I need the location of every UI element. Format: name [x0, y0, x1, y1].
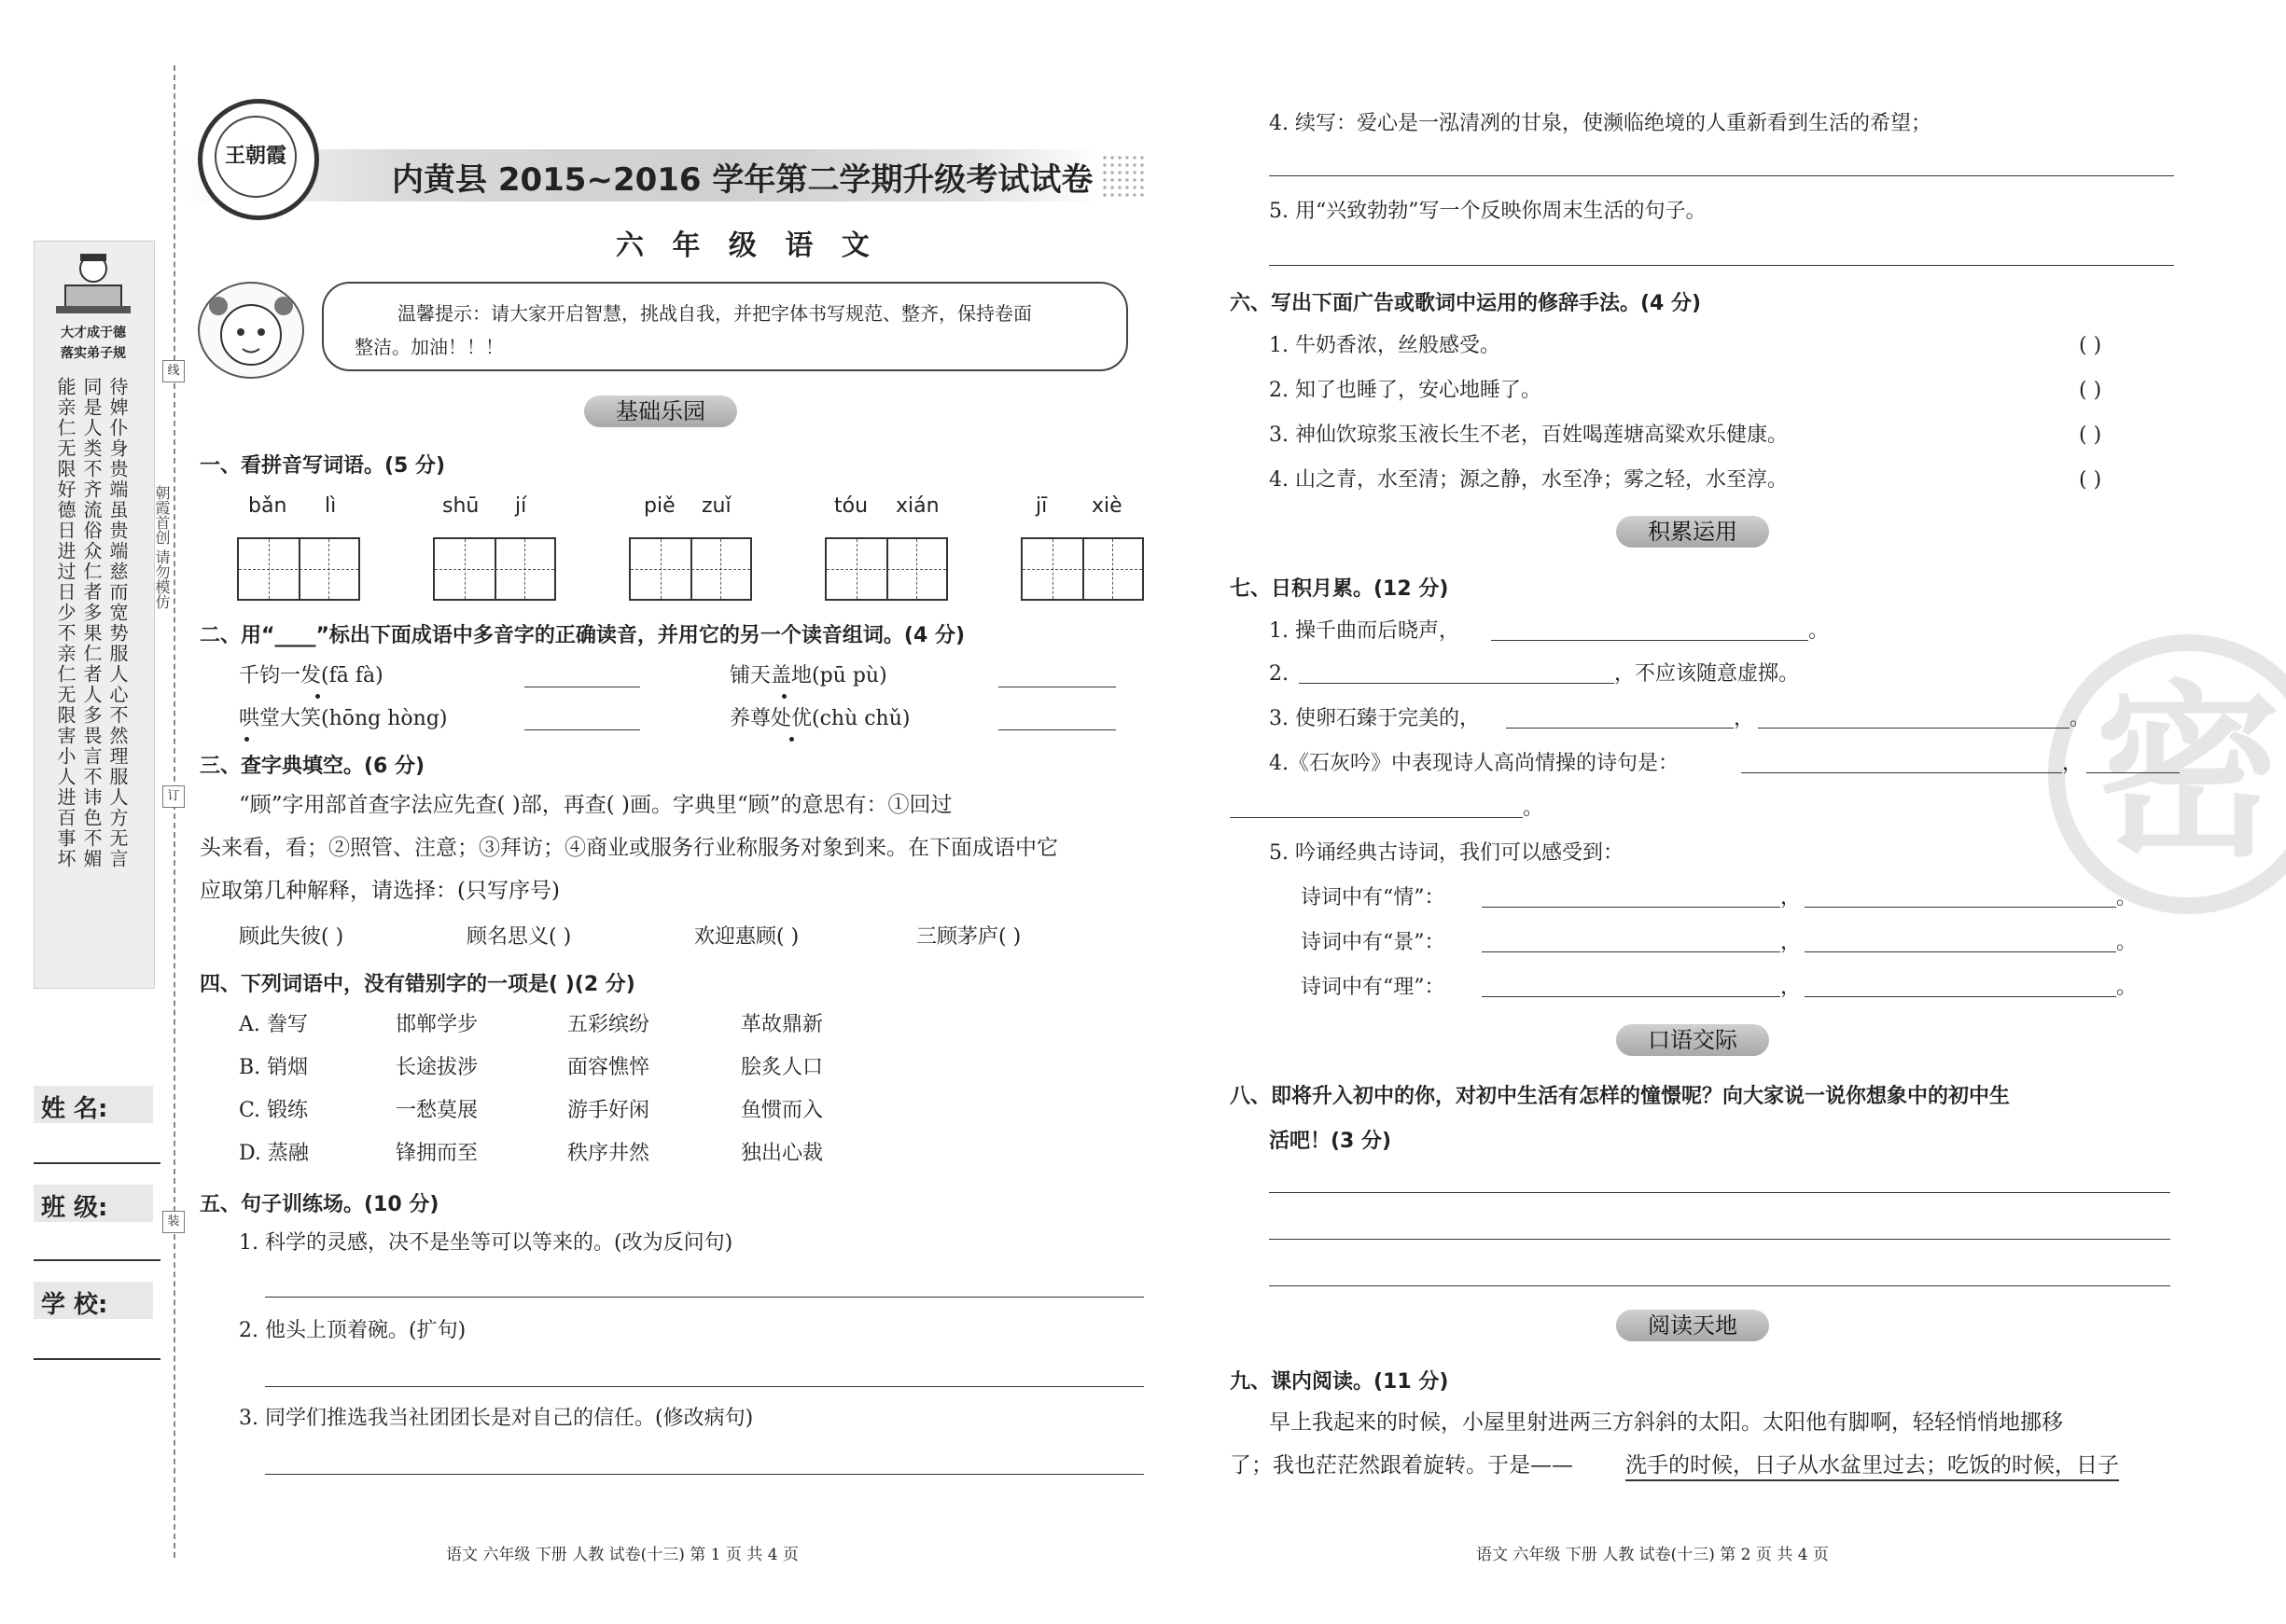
- q2-dot-2: [782, 694, 787, 699]
- q7-sub-1: 诗词中有“情”：: [1301, 886, 1445, 909]
- school-label: 学 校:: [41, 1291, 108, 1319]
- school-field[interactable]: [34, 1358, 160, 1360]
- pinyin-4b: xián: [896, 494, 940, 518]
- name-label: 姓 名:: [41, 1095, 108, 1123]
- q4-b-2: 长途拔涉: [396, 1056, 479, 1079]
- tianzige-box-5[interactable]: [1021, 537, 1144, 601]
- tip-line-2: 整洁。加油！！！: [355, 336, 504, 358]
- footer-page-2: 语文 六年级 下册 人教 试卷(十三) 第 2 页 共 4 页: [1476, 1546, 1829, 1564]
- q6-paren-2[interactable]: ( ): [2079, 379, 2102, 402]
- q5-answer-4[interactable]: [1269, 175, 2174, 176]
- exam-title: 内黄县 2015~2016 学年第二学期升级考试试卷: [392, 161, 1094, 199]
- q7-sub-3-period: 。: [2116, 976, 2138, 999]
- q2-title: 二、用“____”标出下面成语中多音字的正确读音，并用它的另一个读音组词。(4 分): [200, 624, 965, 647]
- q4-c-4: 鱼惯而入: [741, 1099, 824, 1122]
- q4-a-1: A. 誊写: [239, 1013, 308, 1036]
- q7-answer-5a2[interactable]: [1805, 907, 2116, 908]
- binding-mark-2: 订: [162, 785, 185, 808]
- q9-line-2b: 洗手的时候，日子从水盆里过去；吃饭的时候，日子: [1625, 1451, 2119, 1481]
- pinyin-3a: piě: [644, 494, 676, 518]
- q7-answer-3b[interactable]: [1758, 728, 2070, 729]
- q2-answer-3[interactable]: [524, 729, 640, 730]
- q3-line-2: 头来看，看；②照管、注意；③拜访；④商业或服务行业称服务对象到来。在下面成语中它: [200, 836, 1058, 860]
- q6-item-1: 1. 牛奶香浓，丝般感受。: [1269, 334, 1500, 357]
- footer-page-1: 语文 六年级 下册 人教 试卷(十三) 第 1 页 共 4 页: [446, 1546, 799, 1564]
- section-basic: 基础乐园: [584, 396, 737, 427]
- q7-answer-2[interactable]: [1299, 683, 1614, 684]
- q7-sub-2-period: 。: [2116, 931, 2138, 954]
- q7-answer-4c[interactable]: [1230, 817, 1523, 818]
- q2-dot-3: [244, 737, 249, 742]
- q9-line-1: 早上我起来的时候，小屋里射进两三方斜斜的太阳。太阳他有脚啊，轻轻悄悄地挪移: [1269, 1410, 2063, 1435]
- class-label: 班 级:: [41, 1194, 108, 1222]
- tip-line-1: 温馨提示：请大家开启智慧，挑战自我，并把字体书写规范、整齐，保持卷面: [397, 302, 1032, 325]
- q5-item-1: 1. 科学的灵感，决不是坐等可以等来的。(改为反问句): [239, 1231, 733, 1255]
- q4-c-2: 一愁莫展: [396, 1099, 479, 1122]
- sidebar-column-2: 同是人类不齐流俗众仁者多果仁者人多畏言不讳色不媚: [80, 377, 103, 869]
- q4-c-1: C. 锻练: [239, 1099, 309, 1122]
- q2-item-1: 千钧一发(fā fà): [239, 664, 383, 687]
- q6-title: 六、写出下面广告或歌词中运用的修辞手法。(4 分): [1230, 292, 1702, 315]
- q5-answer-5[interactable]: [1269, 265, 2174, 266]
- q7-answer-5b2[interactable]: [1805, 951, 2116, 952]
- q4-d-1: D. 蒸融: [239, 1142, 309, 1165]
- q8-answer-2[interactable]: [1269, 1239, 2170, 1240]
- q5-item-2: 2. 他头上顶着碗。(扩句): [239, 1319, 467, 1342]
- banner-dots: [1101, 154, 1146, 199]
- q2-dot-4: [789, 737, 794, 742]
- binding-line: [174, 65, 175, 1558]
- secret-seal-char: 密: [2094, 665, 2281, 882]
- q6-item-4: 4. 山之青，水至清；源之静，水至净；雾之轻，水至淳。: [1269, 468, 1788, 492]
- tianzige-box-4[interactable]: [825, 537, 948, 601]
- tianzige-box-2[interactable]: [433, 537, 556, 601]
- q6-item-2: 2. 知了也睡了，安心地睡了。: [1269, 379, 1541, 402]
- q4-d-4: 独出心裁: [741, 1142, 824, 1165]
- q2-answer-4[interactable]: [998, 729, 1116, 730]
- q7-answer-4a[interactable]: [1741, 772, 2062, 773]
- pinyin-2a: shū: [442, 494, 480, 518]
- copyright-notice: 朝霞首创 请勿模仿: [153, 485, 171, 610]
- q2-item-3: 哄堂大笑(hōng hòng): [239, 707, 448, 730]
- q8-title: 八、即将升入初中的你，对初中生活有怎样的憧憬呢？向大家说一说你想象中的初中生: [1230, 1085, 2011, 1108]
- q4-c-3: 游手好闲: [567, 1099, 650, 1122]
- q4-b-4: 脍炙人口: [741, 1056, 824, 1079]
- q6-paren-4[interactable]: ( ): [2079, 468, 2102, 492]
- q7-sub-2-comma: ，: [1780, 931, 1802, 954]
- q3-option-3: 欢迎惠顾( ): [694, 925, 800, 949]
- q7-answer-5a1[interactable]: [1482, 907, 1780, 908]
- pinyin-3b: zuǐ: [702, 494, 732, 518]
- q3-option-1: 顾此失彼( ): [239, 925, 344, 949]
- q7-answer-3a[interactable]: [1506, 728, 1734, 729]
- q7-item-3: 3. 使卵石臻于完美的，: [1269, 707, 1480, 730]
- name-field[interactable]: [34, 1162, 160, 1164]
- q7-answer-4b[interactable]: [2086, 772, 2180, 773]
- pinyin-1b: lì: [325, 494, 337, 518]
- q3-option-4: 三顾茅庐( ): [916, 925, 1022, 949]
- pinyin-5b: xiè: [1092, 494, 1122, 518]
- q9-title: 九、课内阅读。(11 分): [1230, 1370, 1449, 1394]
- q6-item-3: 3. 神仙饮琼浆玉液长生不老，百姓喝莲塘高粱欢乐健康。: [1269, 423, 1788, 447]
- q4-d-2: 锋拥而至: [396, 1142, 479, 1165]
- binding-mark-3: 装: [162, 1211, 185, 1233]
- q7-answer-5b1[interactable]: [1482, 951, 1780, 952]
- tianzige-box-1[interactable]: [237, 537, 360, 601]
- q7-item-2-num: 2.: [1269, 662, 1289, 686]
- q7-sub-2: 诗词中有“景”：: [1301, 931, 1445, 954]
- q7-period-4: 。: [1523, 797, 1544, 820]
- class-field[interactable]: [34, 1259, 160, 1261]
- q2-item-2: 铺天盖地(pū pù): [730, 664, 887, 687]
- section-reading: 阅读天地: [1616, 1310, 1769, 1341]
- q2-dot-1: [315, 694, 320, 699]
- q7-item-4: 4.《石灰吟》中表现诗人高尚情操的诗句是：: [1269, 752, 1679, 775]
- q7-answer-5c1[interactable]: [1482, 996, 1780, 997]
- q5-answer-3[interactable]: [265, 1474, 1144, 1475]
- q5-item-4: 4. 续写：爱心是一泓清冽的甘泉，使濒临绝境的人重新看到生活的希望；: [1269, 112, 1931, 135]
- q8-title-2: 活吧！(3 分): [1269, 1130, 1392, 1153]
- q5-title: 五、句子训练场。(10 分): [200, 1193, 439, 1216]
- q3-option-2: 顾名思义( ): [467, 925, 572, 949]
- q7-period-1: 。: [1808, 619, 1830, 643]
- q7-answer-1[interactable]: [1491, 640, 1808, 641]
- q5-item-5: 5. 用“兴致勃勃”写一个反映你周末生活的句子。: [1269, 200, 1707, 223]
- q7-comma-3: ，: [1734, 707, 1755, 730]
- q4-a-2: 邯郸学步: [396, 1013, 479, 1036]
- section-accumulate: 积累运用: [1616, 516, 1769, 548]
- logo-text: 王朝霞: [215, 116, 297, 198]
- section-oral: 口语交际: [1616, 1024, 1769, 1056]
- q5-answer-2[interactable]: [265, 1386, 1144, 1387]
- pinyin-5a: jī: [1036, 494, 1048, 518]
- scholar-illustration: [47, 248, 140, 321]
- q7-comma-4: ，: [2062, 752, 2084, 775]
- motto-line-2: 落实弟子规: [61, 346, 126, 361]
- q7-title: 七、日积月累。(12 分): [1230, 577, 1449, 601]
- pinyin-4a: tóu: [834, 494, 869, 518]
- pinyin-2b: jí: [515, 494, 527, 518]
- q4-a-4: 革故鼎新: [741, 1013, 824, 1036]
- q7-item-1: 1. 操千曲而后晓声，: [1269, 619, 1459, 643]
- q8-answer-3[interactable]: [1269, 1285, 2170, 1286]
- q7-sub-1-comma: ，: [1780, 886, 1802, 909]
- q7-sub-3: 诗词中有“理”：: [1301, 976, 1445, 999]
- q7-item-2-tail: ，不应该随意虚掷。: [1614, 662, 1800, 686]
- q6-paren-3[interactable]: ( ): [2079, 423, 2102, 447]
- q7-item-5: 5. 吟诵经典古诗词，我们可以感受到：: [1269, 841, 1624, 865]
- q3-title: 三、查字典填空。(6 分): [200, 755, 425, 778]
- q7-sub-3-comma: ，: [1780, 976, 1802, 999]
- q4-b-3: 面容憔悴: [567, 1056, 650, 1079]
- q3-line-3: 应取第几种解释，请选择：(只写序号): [200, 879, 560, 903]
- q7-answer-5c2[interactable]: [1805, 996, 2116, 997]
- q3-line-1: “顾”字用部首查字法应先查( )部，再查( )画。字典里“顾”的意思有：①回过: [239, 793, 953, 817]
- exam-subtitle: 六 年 级 语 文: [616, 229, 879, 262]
- q9-line-2a: 了；我也茫茫然跟着旋转。于是——: [1230, 1453, 1573, 1478]
- q4-b-1: B. 销烟: [239, 1056, 309, 1079]
- tianzige-box-3[interactable]: [629, 537, 752, 601]
- motto-line-1: 大才成于德: [61, 326, 126, 340]
- q4-a-3: 五彩缤纷: [567, 1013, 650, 1036]
- q1-title: 一、看拼音写词语。(5 分): [200, 454, 446, 478]
- girl-illustration: [198, 282, 304, 379]
- q8-answer-1[interactable]: [1269, 1192, 2170, 1193]
- q7-sub-1-period: 。: [2116, 886, 2138, 909]
- q4-title: 四、下列词语中，没有错别字的一项是( )(2 分): [200, 973, 635, 996]
- binding-mark-1: 线: [162, 360, 185, 382]
- q7-period-3: 。: [2070, 707, 2091, 730]
- pinyin-1a: bǎn: [248, 494, 287, 518]
- q5-item-3: 3. 同学们推选我当社团团长是对自己的信任。(修改病句): [239, 1407, 754, 1430]
- sidebar-column-1: 待婢仆身贵端虽贵端慈而宽势服人心不然理服人方无言: [106, 377, 129, 869]
- q2-item-4: 养尊处优(chù chǔ): [730, 707, 911, 730]
- q5-answer-1[interactable]: [265, 1297, 1144, 1298]
- q6-paren-1[interactable]: ( ): [2079, 334, 2102, 357]
- q4-d-3: 秩序井然: [567, 1142, 650, 1165]
- sidebar-column-3: 能亲仁无限好德日进过日少不亲仁无限害小人进百事坏: [54, 377, 77, 869]
